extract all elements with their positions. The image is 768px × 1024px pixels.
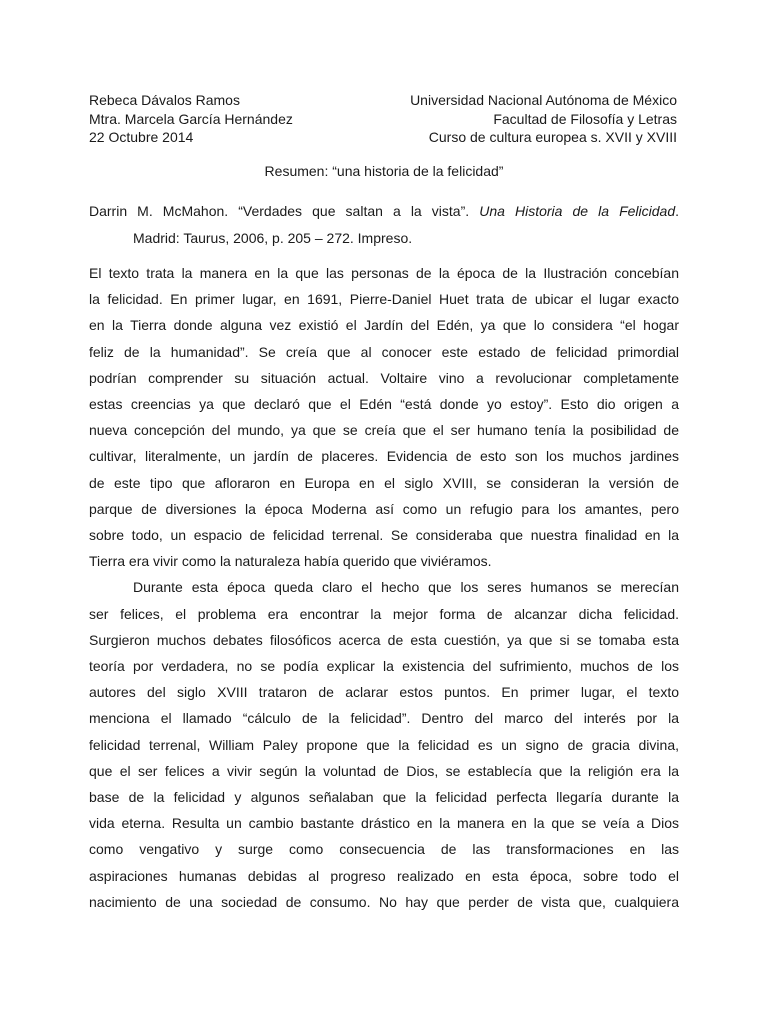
text-line: la felicidad. En primer lugar, en 1691, Pierre-Daniel Huet trata de ubicar el lugar exacto	[89, 291, 679, 308]
paragraph-2	[89, 574, 679, 915]
citation-line	[89, 198, 679, 225]
text-line: estas creencias ya que declaró que el Edén “está donde yo estoy”. Esto dio origen a	[89, 396, 679, 413]
text-line: como vengativo y surge como consecuencia de las transformaciones en las	[89, 841, 679, 858]
text-line: nacimiento de una sociedad de consumo. No hay que perder de vista que, cualquiera	[89, 893, 679, 910]
text-line: Surgieron muchos debates filosóficos acerca de esta cuestión, ya que si se tomaba esta	[89, 631, 679, 648]
text-line: menciona el llamado “cálculo de la felicidad”. Dentro del marco del interés por la	[89, 710, 679, 727]
text-line: cultivar, literalmente, un jardín de placeres. Evidencia de esto son los muchos jardines	[89, 448, 679, 465]
citation-publisher: Madrid: Taurus, 2006, p. 205 – 272. Impreso.	[133, 230, 413, 246]
text-line: feliz de la humanidad”. Se creía que al conocer este estado de felicidad primordial	[89, 343, 679, 360]
citation-authors: Darrin M. McMahon. “Verdades que saltan a la vista”.	[89, 203, 470, 219]
document-header	[89, 91, 677, 147]
text-line: nueva concepción del mundo, ya que se creía que el ser humano tenía la posibilidad de	[89, 422, 679, 439]
citation-punctuation: .	[675, 203, 680, 219]
text-line: El texto trata la manera en la que las personas de la época de la Ilustración concebían	[89, 265, 679, 281]
body-text	[89, 260, 679, 915]
author-name: Rebeca Dávalos Ramos	[89, 92, 240, 108]
text-line: en la Tierra donde alguna vez existió el Jardín del Edén, ya que lo considera “el hogar	[89, 317, 679, 334]
text-line: que el ser felices a vivir según la voluntad de Dios, se establecía que la religión era la	[89, 762, 679, 779]
text-line: Tierra era vivir como la naturaleza había querido que viviéramos.	[89, 553, 492, 570]
text-line: felicidad terrenal, William Paley propone que la felicidad es un signo de gracia divina,	[89, 736, 679, 753]
text-line: podrían comprender su situación actual. Voltaire vino a revolucionar completamente	[89, 369, 679, 386]
citation-book-title: Una Historia de la Felicidad	[479, 203, 676, 219]
text-line: base de la felicidad y algunos señalaban que la felicidad perfecta llegaría durante la	[89, 789, 679, 806]
text-line: ser felices, el problema era encontrar la mejor forma de alcanzar dicha felicidad.	[89, 605, 679, 622]
header-row	[89, 110, 677, 129]
text-line: aspiraciones humanas debidas al progreso realizado en esta época, sobre todo el	[89, 867, 679, 884]
teacher-name: Mtra. Marcela García Hernández	[89, 110, 293, 127]
text-line: de este tipo que afloraron en Europa en el siglo XVIII, se consideran la versión de	[89, 474, 679, 491]
university-name: Universidad Nacional Autónoma de México	[410, 92, 677, 108]
document-date: 22 Octubre 2014	[89, 129, 194, 145]
text-line: Durante esta época queda claro el hecho que los seres humanos se merecían	[133, 579, 679, 596]
text-line: parque de diversiones la época Moderna así como un refugio para los amantes, pero	[89, 500, 679, 517]
text-line: autores del siglo XVIII trataron de aclarar estos puntos. En primer lugar, el texto	[89, 684, 679, 701]
bibliographic-citation	[89, 198, 679, 252]
document-title: Resumen: “una historia de la felicidad”	[264, 163, 504, 179]
course-name: Curso de cultura europea s. XVII y XVIII	[428, 129, 677, 145]
text-line: vida eterna. Resulta un cambio bastante drástico en la manera en la que se veía a Dios	[89, 815, 679, 832]
header-row	[89, 91, 677, 110]
paragraph-1	[89, 260, 679, 574]
header-row	[89, 128, 677, 147]
text-line: sobre todo, un espacio de felicidad terrenal. Se consideraba que nuestra finalidad en la	[89, 527, 679, 544]
faculty-name: Facultad de Filosofía y Letras	[493, 110, 677, 127]
text-line: teoría por verdadera, no se podía explicar la existencia del sufrimiento, muchos de los	[89, 658, 679, 675]
